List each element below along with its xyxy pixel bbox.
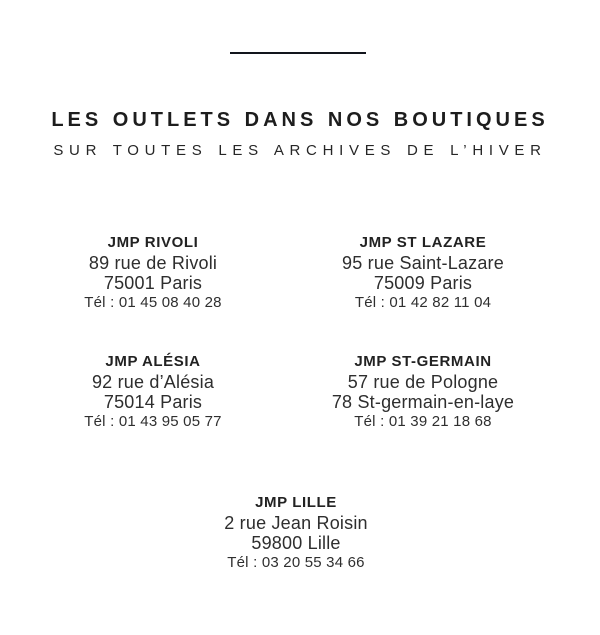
store-block-alesia bbox=[27, 352, 279, 432]
store-address-line1: 57 rue de Pologne bbox=[347, 372, 499, 392]
store-name: JMP LILLE bbox=[255, 494, 337, 511]
store-address-line1: 95 rue Saint-Lazare bbox=[342, 253, 504, 273]
store-address-line2: 75014 Paris bbox=[103, 392, 203, 412]
store-address-line2: 78 St-germain-en-laye bbox=[331, 392, 515, 412]
store-address-line1: 89 rue de Rivoli bbox=[88, 253, 218, 273]
store-name: JMP ST-GERMAIN bbox=[354, 353, 492, 370]
store-phone: Tél : 03 20 55 34 66 bbox=[227, 554, 365, 571]
store-address-line2: 59800 Lille bbox=[251, 533, 341, 553]
store-block-lille bbox=[170, 493, 422, 573]
store-name: JMP ALÉSIA bbox=[105, 353, 201, 370]
store-phone: Tél : 01 42 82 11 04 bbox=[354, 294, 492, 311]
store-phone: Tél : 01 39 21 18 68 bbox=[354, 413, 492, 430]
store-name: JMP ST LAZARE bbox=[359, 234, 487, 251]
store-address-line2: 75009 Paris bbox=[373, 273, 473, 293]
store-phone: Tél : 01 43 95 05 77 bbox=[84, 413, 222, 430]
store-name: JMP RIVOLI bbox=[107, 234, 199, 251]
store-phone: Tél : 01 45 08 40 28 bbox=[84, 294, 222, 311]
store-block-rivoli bbox=[27, 233, 279, 313]
page-subtitle: SUR TOUTES LES ARCHIVES DE L’HIVER bbox=[53, 142, 547, 159]
top-divider-line bbox=[230, 52, 366, 54]
store-block-st-germain bbox=[292, 352, 554, 432]
store-address-line1: 92 rue d’Alésia bbox=[91, 372, 215, 392]
page-title: LES OUTLETS DANS NOS BOUTIQUES bbox=[51, 109, 549, 131]
store-block-st-lazare bbox=[292, 233, 554, 313]
store-address-line2: 75001 Paris bbox=[103, 273, 203, 293]
store-address-line1: 2 rue Jean Roisin bbox=[224, 513, 368, 533]
